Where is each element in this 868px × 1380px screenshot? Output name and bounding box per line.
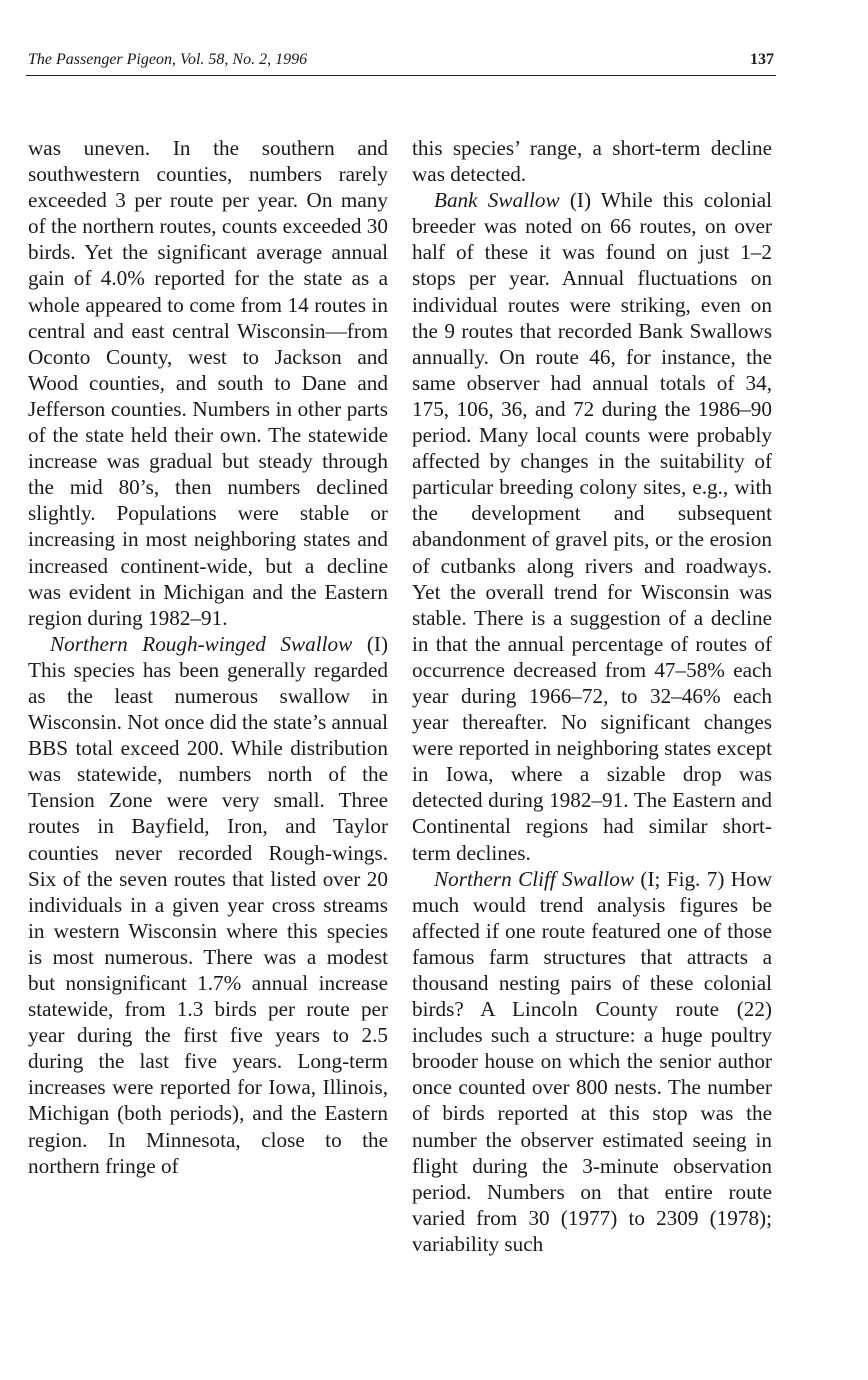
paragraph-cliff-swallow	[412, 866, 772, 1257]
paragraph-bank-swallow	[412, 187, 772, 865]
species-name: Northern Rough-winged Swallow	[50, 631, 353, 656]
species-name: Northern Cliff Swallow	[434, 866, 634, 891]
paragraph-continuation: was uneven. In the southern and southwestern counties, numbers rarely exceeded 3 per route per year. On many of the northern routes, counts exceeded 30 birds. Yet the significant average annual gain of 4.0% reported for the state as a whole appeared to come from 14 routes in central and east central Wisconsin—from Oconto County, west to Jackson and Wood counties, and south to Dane and Jefferson counties. Numbers in other parts of the state held their own. The statewide increase was gradual but steady through the mid 80’s, then numbers declined slightly. Populations were stable or increasing in most neighboring states and increased continent-wide, but a decline was evident in Michigan and the Eastern region during 1982–91.	[28, 136, 388, 630]
page-number: 137	[750, 51, 774, 68]
journal-citation: The Passenger Pigeon, Vol. 58, No. 2, 1996	[28, 51, 308, 68]
header-rule	[26, 75, 776, 76]
paragraph-rough-winged-swallow	[28, 631, 388, 1179]
paragraph-text: (I) This species has been generally regarded as the least numerous swallow in Wisconsin. Not once did the state’s annual BBS total exceed 200. While distribution was statewide, numbers north of the Tension Zone were very small. Three routes in Bayfield, Iron, and Taylor counties never recorded Rough-wings. Six of the seven routes that listed over 20 individuals in a given year cross streams in western Wisconsin where this species is most numerous. There was a modest but nonsignificant 1.7% annual increase statewide, from 1.3 birds per route per year during the first five years to 2.5 during the last five years. Long-term increases were reported for Iowa, Illinois, Michigan (both periods), and the Eastern region. In Minnesota, close to the northern fringe of	[28, 631, 388, 1178]
paragraph-text: (I) While this colonial breeder was noted on 66 routes, on over half of these it was found on just 1–2 stops per year. Annual fluctuations on individual routes were striking, even on the 9 routes that recorded Bank Swallows annually. On route 46, for instance, the same observer had annual totals of 34, 175, 106, 36, and 72 during the 1986–90 period. Many local counts were probably affected by changes in the suitability of particular breeding colony sites, e.g., with the development and subsequent abandonment of gravel pits, or the erosion of cutbanks along rivers and roadways. Yet the overall trend for Wisconsin was stable. There is a suggestion of a decline in that the annual percentage of routes of occurrence decreased from 47–58% each year during 1966–72, to 32–46% each year thereafter. No significant changes were reported in neighboring states except in Iowa, where a sizable drop was detected during 1982–91. The Eastern and Continental regions had similar short-term declines.	[412, 188, 772, 865]
species-name: Bank Swallow	[434, 188, 560, 213]
paragraph-text: (I; Fig. 7) How much would trend analysis figures be affected if one route featured one of those famous farm structures that attracts a thousand nesting pairs of these colonial birds? A Lincoln County route (22) includes such a structure: a huge poultry brooder house on which the senior author once counted over 800 nests. The number of birds reported at this stop was the number the observer estimated seeing in flight during the 3-minute observation period. Numbers on that entire route varied from 30 (1977) to 2309 (1978); variability such	[412, 866, 772, 1256]
paragraph-continuation: this species’ range, a short-term decline was detected.	[412, 136, 772, 187]
right-column	[412, 135, 772, 1257]
running-head	[28, 50, 774, 70]
left-column	[28, 135, 388, 1179]
